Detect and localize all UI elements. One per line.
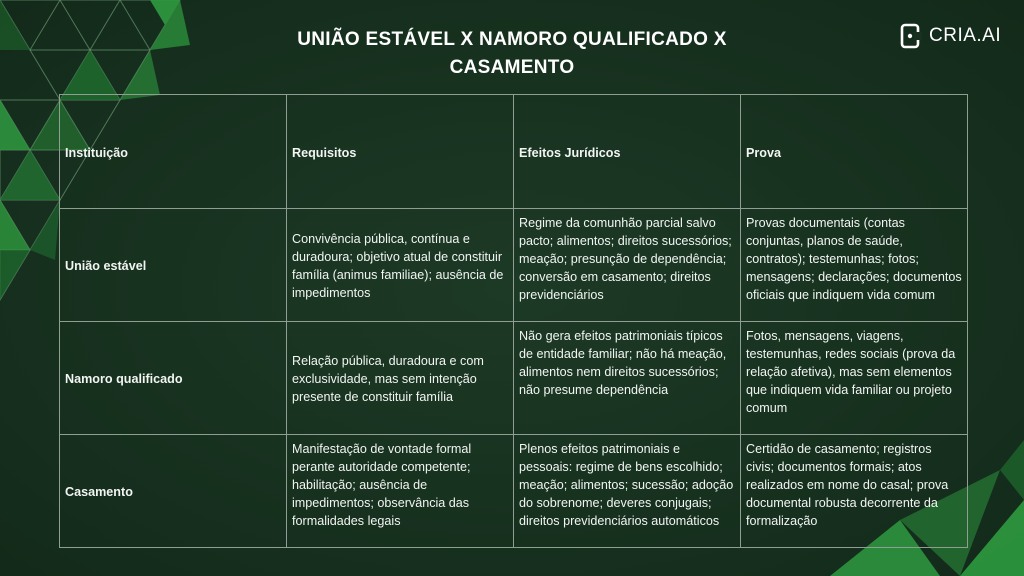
header-requisitos: Requisitos: [287, 95, 514, 209]
header-efeitos: Efeitos Jurídicos: [514, 95, 741, 209]
title-line-2: CASAMENTO: [449, 57, 575, 78]
header-prova: Prova: [741, 95, 968, 209]
cell-requisitos: Manifestação de vontade formal perante autoridade competente; habilitação; ausência de impedimentos; observância das formalidades legais: [287, 435, 514, 548]
header-instituicao: Instituição: [60, 95, 287, 209]
cell-efeitos: Não gera efeitos patrimoniais típicos de entidade familiar; não há meação, alimentos nem direitos sucessórios; não presume dependência: [514, 322, 741, 435]
table-row: [60, 209, 968, 322]
row-label: União estável: [60, 209, 287, 322]
row-label: Casamento: [60, 435, 287, 548]
title-line-1: UNIÃO ESTÁVEL X NAMORO QUALIFICADO X: [297, 29, 727, 50]
row-label: Namoro qualificado: [60, 322, 287, 435]
cell-efeitos: Plenos efeitos patrimoniais e pessoais: regime de bens escolhido; meação; alimentos; sucessão; adoção do sobrenome; deveres conjugais; direitos previdenciários automáticos: [514, 435, 741, 548]
cell-requisitos: Convivência pública, contínua e duradoura; objetivo atual de constituir família (animus familiae); ausência de impedimentos: [287, 209, 514, 322]
cell-efeitos: Regime da comunhão parcial salvo pacto; alimentos; direitos sucessórios; meação; presunção de dependência; conversão em casamento; direitos previdenciários: [514, 209, 741, 322]
logo-text: CRIA.AI: [929, 25, 1002, 46]
brand-logo: [900, 22, 1001, 50]
cria-logo-icon: [900, 23, 922, 49]
comparison-table: [59, 94, 968, 548]
table-row: [60, 322, 968, 435]
cell-requisitos: Relação pública, duradoura e com exclusividade, mas sem intenção presente de constituir família: [287, 322, 514, 435]
table-header-row: [60, 95, 968, 209]
table-row: [60, 435, 968, 548]
cell-prova: Fotos, mensagens, viagens, testemunhas, redes sociais (prova da relação afetiva), mas sem elementos que indiquem vida familiar ou projeto comum: [741, 322, 968, 435]
cell-prova: Certidão de casamento; registros civis; documentos formais; atos realizados em nome do casal; prova documental robusta decorrente da formalização: [741, 435, 968, 548]
cell-prova: Provas documentais (contas conjuntas, planos de saúde, contratos); testemunhas; fotos; mensagens; declarações; documentos oficiais que indiquem vida comum: [741, 209, 968, 322]
page-title: [212, 26, 812, 82]
